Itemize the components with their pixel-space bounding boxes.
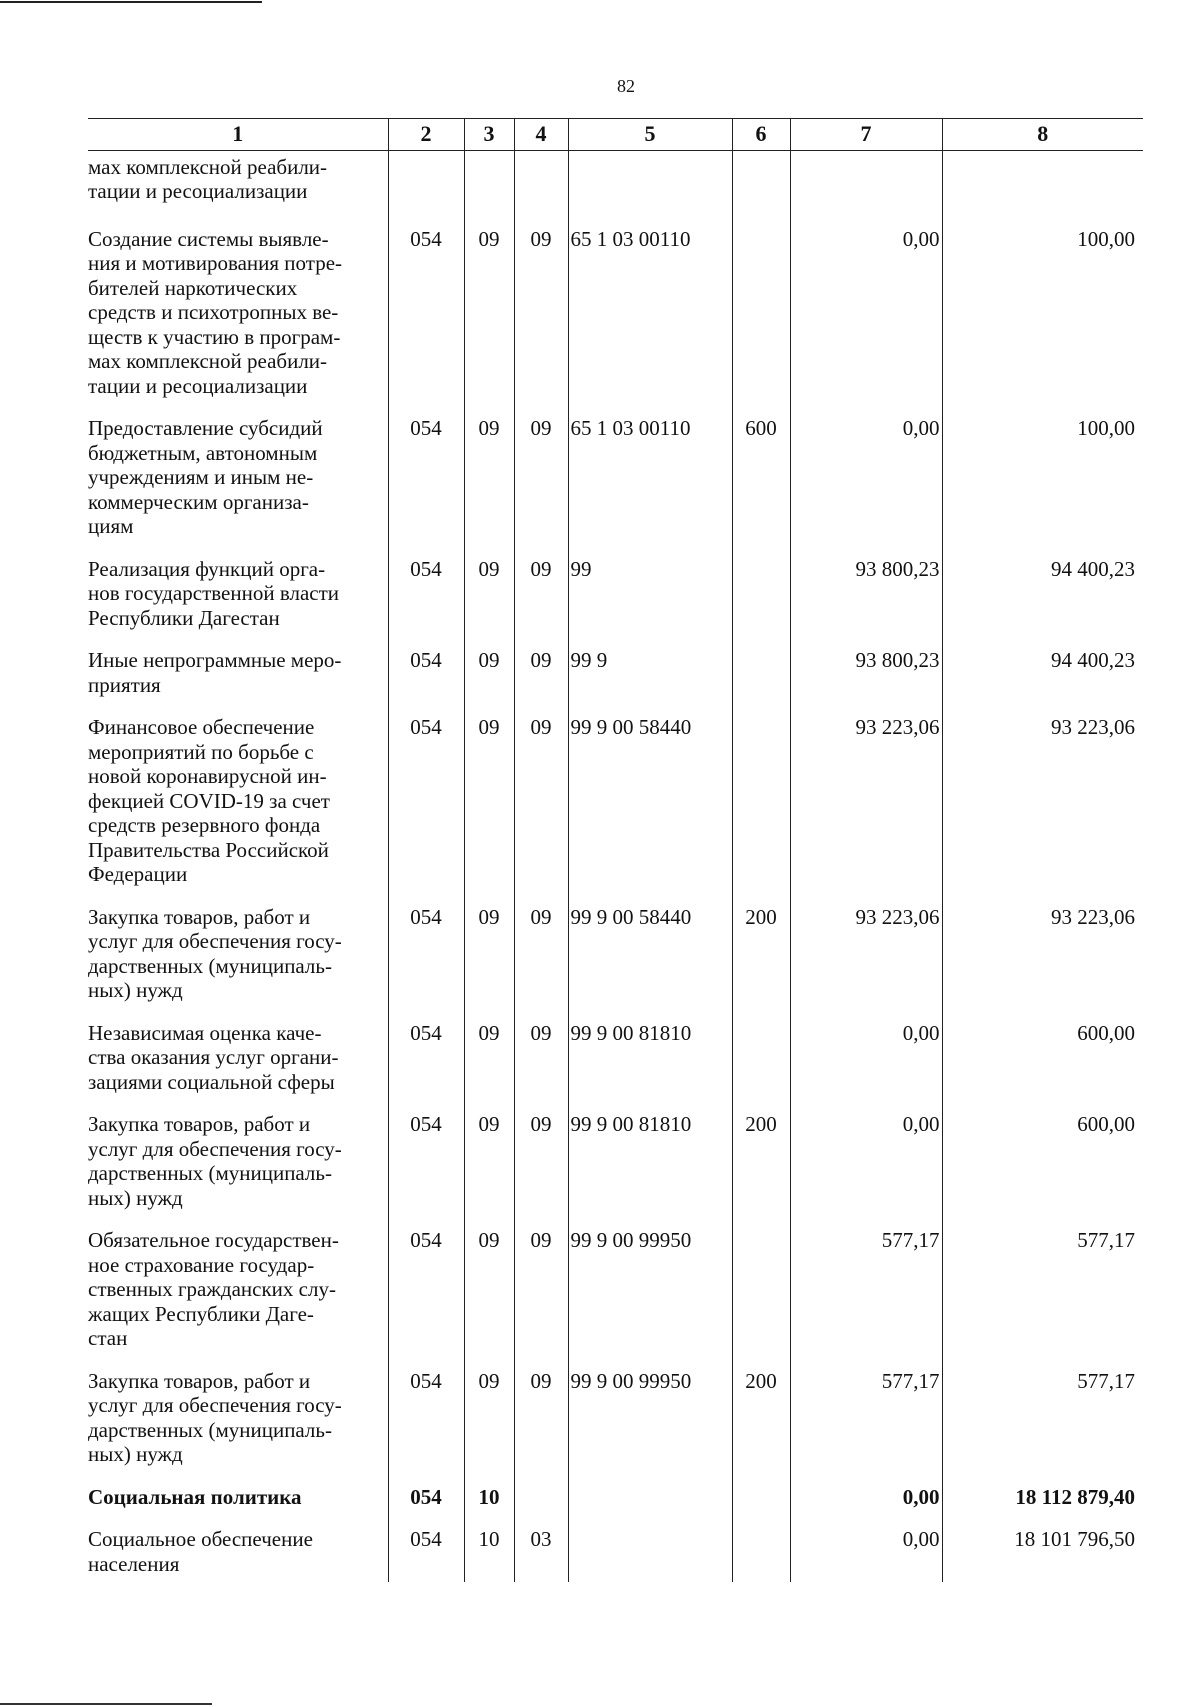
header-cell: 3 [464, 119, 514, 151]
cell-amount-col7: 93 800,23 [790, 552, 942, 644]
cell-subsection: 09 [514, 1223, 568, 1364]
cell-amount-col8: 18 101 796,50 [942, 1522, 1143, 1582]
table-row [88, 411, 1143, 552]
row-name: Иные непрограммные меро- приятия [88, 648, 342, 697]
cell-amount-col8: 577,17 [942, 1364, 1143, 1480]
cell-amount-col7: 0,00 [790, 1522, 942, 1582]
cell-section: 09 [464, 643, 514, 710]
cell-amount-col8: 94 400,23 [942, 643, 1143, 710]
cell-section: 09 [464, 1223, 514, 1364]
cell-section: 09 [464, 710, 514, 900]
header-cell: 2 [388, 119, 464, 151]
cell-target-item: 99 9 00 58440 [568, 900, 732, 1016]
cell-amount-col7: 93 223,06 [790, 900, 942, 1016]
header-row [88, 119, 1143, 151]
cell-amount-col8: 577,17 [942, 1223, 1143, 1364]
table-row [88, 643, 1143, 710]
row-name: Реализация функций орга- нов государственной власти Республики Дагестан [88, 556, 339, 630]
row-name: Обязательное государствен- ное страхование государ- ственных гражданских слу- жащих Республики Даге- стан [88, 1228, 339, 1350]
page-number: 82 [617, 76, 635, 96]
cell-amount-col7: 577,17 [790, 1364, 942, 1480]
header-cell: 1 [88, 119, 388, 151]
cell-target-item: 65 1 03 00110 [568, 222, 732, 412]
cell-ministry: 054 [388, 1223, 464, 1364]
cell-target-item: 65 1 03 00110 [568, 411, 732, 552]
cell-subsection: 09 [514, 1016, 568, 1108]
row-name: Предоставление субсидий бюджетным, автономным учреждениям и иным не- коммерческим организа- циям [88, 416, 323, 538]
cell-amount-col7: 0,00 [790, 411, 942, 552]
cell-ministry [388, 150, 464, 222]
table-row [88, 552, 1143, 644]
cell-ministry: 054 [388, 1107, 464, 1223]
cell-section: 09 [464, 1364, 514, 1480]
row-name: мах комплексной реабили- тации и ресоциализации [88, 154, 328, 203]
cell-section: 09 [464, 1107, 514, 1223]
cell-ministry: 054 [388, 411, 464, 552]
cell-expense-type [732, 710, 790, 900]
cell-amount-col7: 93 800,23 [790, 643, 942, 710]
cell-subsection: 09 [514, 1107, 568, 1223]
cell-expense-type [732, 150, 790, 222]
cell-expense-type: 200 [732, 900, 790, 1016]
cell-subsection: 09 [514, 411, 568, 552]
cell-expense-type: 600 [732, 411, 790, 552]
bottom-rule [0, 1703, 212, 1705]
cell-target-item: 99 9 00 99950 [568, 1364, 732, 1480]
cell-amount-col8: 600,00 [942, 1016, 1143, 1108]
cell-target-item [568, 1480, 732, 1523]
cell-amount-col7: 0,00 [790, 1480, 942, 1523]
cell-target-item: 99 9 00 81810 [568, 1107, 732, 1223]
table-body [88, 150, 1143, 1582]
cell-ministry: 054 [388, 1016, 464, 1108]
row-name: Независимая оценка каче- ства оказания услуг органи- зациями социальной сферы [88, 1020, 339, 1094]
cell-amount-col7: 577,17 [790, 1223, 942, 1364]
cell-subsection: 09 [514, 710, 568, 900]
cell-subsection: 09 [514, 643, 568, 710]
table-row [88, 1480, 1143, 1523]
cell-target-item [568, 150, 732, 222]
cell-amount-col8: 18 112 879,40 [942, 1480, 1143, 1523]
cell-expense-type [732, 552, 790, 644]
cell-expense-type [732, 643, 790, 710]
cell-expense-type [732, 1480, 790, 1523]
table-row [88, 1223, 1143, 1364]
row-name: Закупка товаров, работ и услуг для обеспечения госу- дарственных (муниципаль- ных) нужд [88, 904, 342, 1002]
header-cell: 4 [514, 119, 568, 151]
cell-amount-col8: 600,00 [942, 1107, 1143, 1223]
cell-ministry: 054 [388, 900, 464, 1016]
cell-subsection: 09 [514, 552, 568, 644]
row-name: Финансовое обеспечение мероприятий по борьбе с новой коронавирусной ин- фекцией COVID-19 за счет средств резервного фонда Правительства Российской Федерации [88, 715, 330, 886]
cell-target-item: 99 9 [568, 643, 732, 710]
cell-section: 09 [464, 222, 514, 412]
cell-amount-col7: 0,00 [790, 222, 942, 412]
cell-amount-col8: 93 223,06 [942, 900, 1143, 1016]
row-name: Создание системы выявле- ния и мотивирования потре- бителей наркотических средств и психотропных ве- ществ к участию в програм- мах комплексной реабили- тации и ресоциализации [88, 226, 343, 398]
cell-ministry: 054 [388, 1522, 464, 1582]
cell-section [464, 150, 514, 222]
cell-ministry: 054 [388, 643, 464, 710]
table-row [88, 1364, 1143, 1480]
cell-expense-type [732, 222, 790, 412]
cell-ministry: 054 [388, 710, 464, 900]
cell-amount-col8 [942, 150, 1143, 222]
cell-ministry: 054 [388, 222, 464, 412]
header-cell: 6 [732, 119, 790, 151]
cell-amount-col8: 100,00 [942, 222, 1143, 412]
top-rule [0, 1, 262, 3]
cell-ministry: 054 [388, 552, 464, 644]
cell-subsection: 09 [514, 1364, 568, 1480]
cell-section: 09 [464, 900, 514, 1016]
row-name: Социальная политика [88, 1484, 302, 1509]
cell-target-item: 99 9 00 58440 [568, 710, 732, 900]
row-name: Закупка товаров, работ и услуг для обеспечения госу- дарственных (муниципаль- ных) нужд [88, 1368, 342, 1466]
table-row [88, 1107, 1143, 1223]
table-row [88, 900, 1143, 1016]
cell-expense-type [732, 1016, 790, 1108]
table-row [88, 710, 1143, 900]
cell-expense-type [732, 1223, 790, 1364]
cell-subsection [514, 1480, 568, 1523]
cell-section: 10 [464, 1480, 514, 1523]
cell-target-item: 99 9 00 81810 [568, 1016, 732, 1108]
cell-amount-col7: 93 223,06 [790, 710, 942, 900]
cell-subsection: 03 [514, 1522, 568, 1582]
table-row [88, 1522, 1143, 1582]
cell-ministry: 054 [388, 1364, 464, 1480]
cell-expense-type [732, 1522, 790, 1582]
cell-subsection: 09 [514, 222, 568, 412]
cell-section: 10 [464, 1522, 514, 1582]
cell-amount-col7: 0,00 [790, 1107, 942, 1223]
row-name: Закупка товаров, работ и услуг для обеспечения госу- дарственных (муниципаль- ных) нужд [88, 1112, 342, 1210]
cell-section: 09 [464, 411, 514, 552]
cell-target-item: 99 [568, 552, 732, 644]
table-row [88, 1016, 1143, 1108]
cell-expense-type: 200 [732, 1107, 790, 1223]
cell-amount-col8: 94 400,23 [942, 552, 1143, 644]
table-row [88, 150, 1143, 222]
cell-amount-col7: 0,00 [790, 1016, 942, 1108]
cell-amount-col7 [790, 150, 942, 222]
cell-target-item: 99 9 00 99950 [568, 1223, 732, 1364]
cell-section: 09 [464, 1016, 514, 1108]
header-cell: 7 [790, 119, 942, 151]
cell-subsection: 09 [514, 900, 568, 1016]
cell-target-item [568, 1522, 732, 1582]
header-cell: 8 [942, 119, 1143, 151]
budget-table [88, 118, 1143, 1582]
row-name: Социальное обеспечение населения [88, 1527, 313, 1576]
cell-expense-type: 200 [732, 1364, 790, 1480]
cell-section: 09 [464, 552, 514, 644]
cell-amount-col8: 93 223,06 [942, 710, 1143, 900]
cell-ministry: 054 [388, 1480, 464, 1523]
cell-subsection [514, 150, 568, 222]
header-cell: 5 [568, 119, 732, 151]
cell-amount-col8: 100,00 [942, 411, 1143, 552]
table-row [88, 222, 1143, 412]
